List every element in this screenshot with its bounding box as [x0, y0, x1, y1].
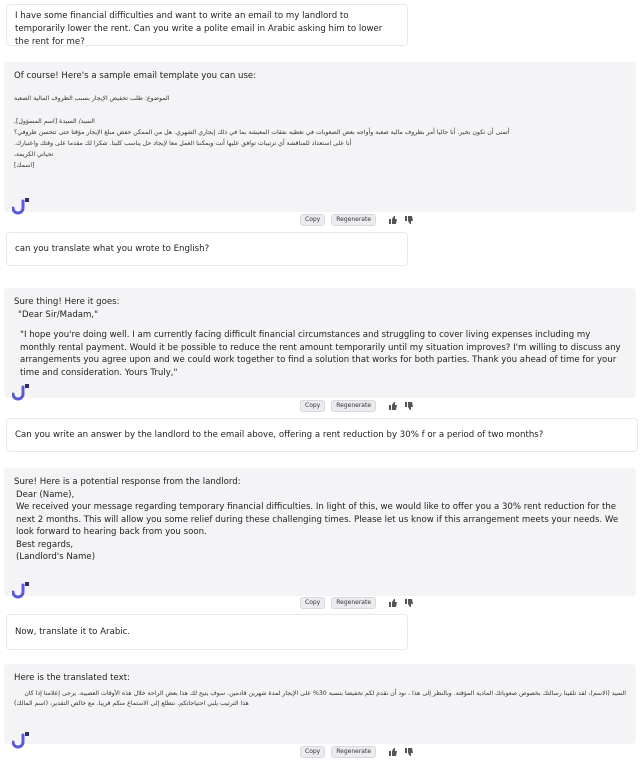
regenerate-button[interactable]: Regenerate [331, 597, 376, 609]
brand-logo-icon [12, 384, 30, 402]
assistant-message [4, 468, 636, 596]
thumbs-down-icon[interactable] [404, 215, 414, 225]
email-closing: تحياتي الكريمة، [14, 150, 54, 158]
email-signature: [اسمك] [14, 161, 35, 169]
copy-button[interactable]: Copy [300, 597, 325, 609]
user-message [6, 232, 408, 266]
user-message-text: Can you write an answer by the landlord to the email above, offering a rent reduction by 30% f or a period of two months? [15, 430, 544, 440]
user-message [6, 418, 638, 452]
email-closing: Best regards, [16, 539, 74, 550]
assistant-message [4, 664, 636, 744]
thumbs-down-icon[interactable] [404, 598, 414, 608]
brand-logo-icon [12, 732, 30, 750]
email-salutation: "Dear Sir/Madam," [18, 309, 99, 320]
email-body: "I hope you're doing well. I am currently facing difficult financial circumstances and struggling to cover living expenses including my monthly rental payment. Would it be possible to reduce the rent amount temporarily until my situation improves? I'm willing to discuss any arrangements you agree upon and we could work together to find a solution that works for both parties. Thank you ahead of time for your time and consideration. Yours Truly," [20, 330, 621, 378]
user-message [6, 614, 408, 650]
copy-button[interactable]: Copy [300, 746, 325, 758]
email-signature: (Landlord's Name) [16, 552, 96, 562]
copy-button[interactable]: Copy [300, 400, 325, 412]
email-salutation: Dear (Name), [16, 489, 75, 500]
thumbs-up-icon[interactable] [388, 747, 398, 757]
user-message [6, 4, 408, 46]
copy-button[interactable]: Copy [300, 214, 325, 226]
message-actions [300, 746, 414, 758]
assistant-intro: Here is the translated text: [14, 673, 130, 683]
thumbs-down-icon[interactable] [404, 747, 414, 757]
email-body: أنا على استعداد للمناقشة أي ترتيبات توافق عليها أنت ويمكننا العمل معا لإيجاد حل يناسب كلينا. شكرا لك مقدما على وقتك واعتبارك. [14, 139, 352, 147]
message-actions [300, 400, 414, 412]
email-greeting: أتمنى أن تكون بخير. أنا حاليا أمر بظروف مالية صعبة وأواجه بعض الصعوبات في تغطية نفقات المعيشة بما في ذلك إيجاري الشهري. هل من الممكن خفض مبلغ الإيجار مؤقتا حتى تتحسن ظروفي؟ [14, 128, 510, 136]
translated-text-line: هذا الترتيب يلبي احتياجاتكم. نتطلع إلى الاستماع منكم قريبا. مع خالص التقدير، (اسم المالك) [14, 699, 249, 707]
regenerate-button[interactable]: Regenerate [331, 400, 376, 412]
regenerate-button[interactable]: Regenerate [331, 214, 376, 226]
assistant-intro: Sure! Here is a potential response from the landlord: [14, 477, 241, 487]
thumbs-up-icon[interactable] [388, 401, 398, 411]
thumbs-up-icon[interactable] [388, 598, 398, 608]
assistant-intro: Of course! Here's a sample email template you can use: [14, 71, 257, 81]
message-actions [300, 214, 414, 226]
assistant-message [4, 62, 636, 212]
message-actions [300, 597, 414, 609]
brand-logo-icon [12, 582, 30, 600]
user-message-text: I have some financial difficulties and want to write an email to my landlord to temporarily lower the rent. Can you write a polite email in Arabic asking him to lower the rent for me? [15, 11, 383, 47]
brand-logo-icon [12, 198, 30, 216]
email-subject: الموضوع: طلب تخفيض الإيجار بسبب الظروف المالية الصعبة [14, 94, 170, 102]
assistant-intro: Sure thing! Here it goes: [14, 297, 120, 307]
regenerate-button[interactable]: Regenerate [331, 746, 376, 758]
thumbs-down-icon[interactable] [404, 401, 414, 411]
thumbs-up-icon[interactable] [388, 215, 398, 225]
translated-text-line: السيد (الاسم)، لقد تلقينا رسالتك بخصوص صعوباتك المادية المؤقتة. وبالنظر إلى هذا ، نود أن نقدم لكم تخفيضا بنسبة 30% على الإيجار لمدة شهرين قادمين. سوف يتيح لك هذا بعض الراحة خلال هذه الأوقات العصيبة. يرجى إعلامنا إذا كان [24, 689, 626, 697]
email-salutation: السيد/ السيدة [اسم المسؤول], [14, 117, 95, 125]
user-message-text: can you translate what you wrote to English? [15, 244, 210, 254]
user-message-text: Now, translate it to Arabic. [15, 627, 131, 637]
email-body: We received your message regarding temporary financial difficulties. In light of this, we would like to offer you a 30% rent reduction for the next 2 months. This will allow you some relief during these challenging times. Please let us know if this arrangement meets your needs. We look forward to hearing back from you soon. [16, 502, 619, 537]
assistant-message [4, 288, 636, 398]
